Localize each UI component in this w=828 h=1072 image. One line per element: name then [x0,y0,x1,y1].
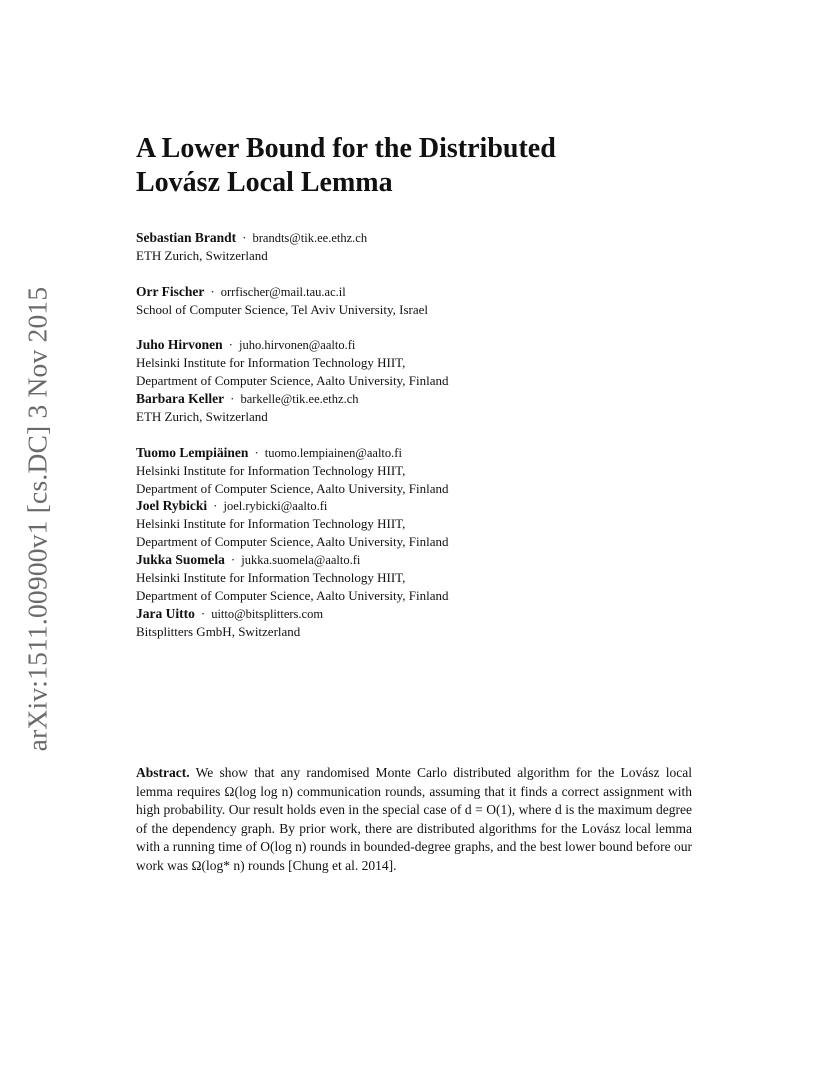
author-header [136,229,716,247]
arxiv-identifier: arXiv:1511.00900v1 [cs.DC] 3 Nov 2015 [21,286,53,752]
separator-dot: · [242,230,247,245]
author-header [136,444,716,462]
author-name: Barbara Keller [136,391,225,407]
author-affiliation: Bitsplitters GmbH, Switzerland [136,623,301,639]
author-entry [136,444,716,498]
author-email: jukka.suomela@aalto.fi [241,553,361,568]
separator-dot: · [228,337,233,353]
separator-dot: · [210,283,215,299]
author-email: uitto@bitsplitters.com [211,606,324,621]
author-entry [136,605,716,659]
author-email: joel.rybicki@aalto.fi [223,499,328,514]
author-name: Jara Uitto [136,605,195,621]
author-affiliation: Helsinki Institute for Information Technology HIIT, [136,355,406,371]
author-email: juho.hirvonen@aalto.fi [239,338,356,353]
author-affiliation: Helsinki Institute for Information Technology HIIT, [136,516,406,532]
author-email: barkelle@tik.ee.ethz.ch [240,392,359,407]
author-name: Sebastian Brandt [136,230,237,245]
abstract-label: Abstract. [136,765,190,780]
author-affiliation: School of Computer Science, Tel Aviv University, Israel [136,301,429,317]
author-header [136,497,716,515]
title-line-2: Lovász Local Lemma [136,167,393,198]
author-header [136,551,716,569]
author-header [136,605,716,623]
author-name: Orr Fischer [136,283,205,299]
abstract [136,764,692,875]
title-line-1: A Lower Bound for the Distributed [136,133,556,164]
author-email: tuomo.lempiainen@aalto.fi [264,445,402,460]
author-affiliation: Department of Computer Science, Aalto University, Finland [136,373,449,389]
author-email: brandts@tik.ee.ethz.ch [252,231,368,245]
author-header [136,283,716,301]
author-entry [136,336,716,390]
paper-title [136,132,696,200]
separator-dot: · [200,605,206,621]
author-entry [136,551,716,605]
author-affiliation: ETH Zurich, Switzerland [136,248,268,263]
author-header [136,336,716,354]
author-entry [136,283,716,337]
author-affiliation: Department of Computer Science, Aalto University, Finland [136,480,449,496]
author-name: Joel Rybicki [136,498,208,514]
author-affiliation: Department of Computer Science, Aalto University, Finland [136,588,449,604]
author-entry [136,390,716,444]
author-name: Tuomo Lempiäinen [136,444,249,460]
separator-dot: · [230,552,236,568]
author-affiliation: Department of Computer Science, Aalto University, Finland [136,534,449,550]
separator-dot: · [254,444,259,460]
author-name: Jukka Suomela [136,552,225,568]
author-email: orrfischer@mail.tau.ac.il [220,284,346,299]
separator-dot: · [230,391,235,407]
author-affiliation: Helsinki Institute for Information Technology HIIT, [136,570,406,586]
author-header [136,390,716,408]
author-name: Juho Hirvonen [136,337,223,353]
arxiv-stamp [14,288,60,750]
author-list [136,229,716,659]
author-affiliation: Helsinki Institute for Information Technology HIIT, [136,462,406,478]
author-entry [136,229,716,283]
author-entry [136,497,716,551]
abstract-text: We show that any randomised Monte Carlo distributed algorithm for the Lovász local lemma requires Ω(log log n) communication rounds, assuming that it finds a correct assignment with high probability. Our result holds even in the special case of d = O(1), where d is the maximum degree of the dependency graph. By prior work, there are distributed algorithms for the Lovász local lemma with a running time of O(log n) rounds in bounded-degree graphs, and the best lower bound before our work was Ω(log* n) rounds [Chung et al. 2014]. [136,765,692,873]
author-affiliation: ETH Zurich, Switzerland [136,409,268,425]
separator-dot: · [213,498,218,514]
